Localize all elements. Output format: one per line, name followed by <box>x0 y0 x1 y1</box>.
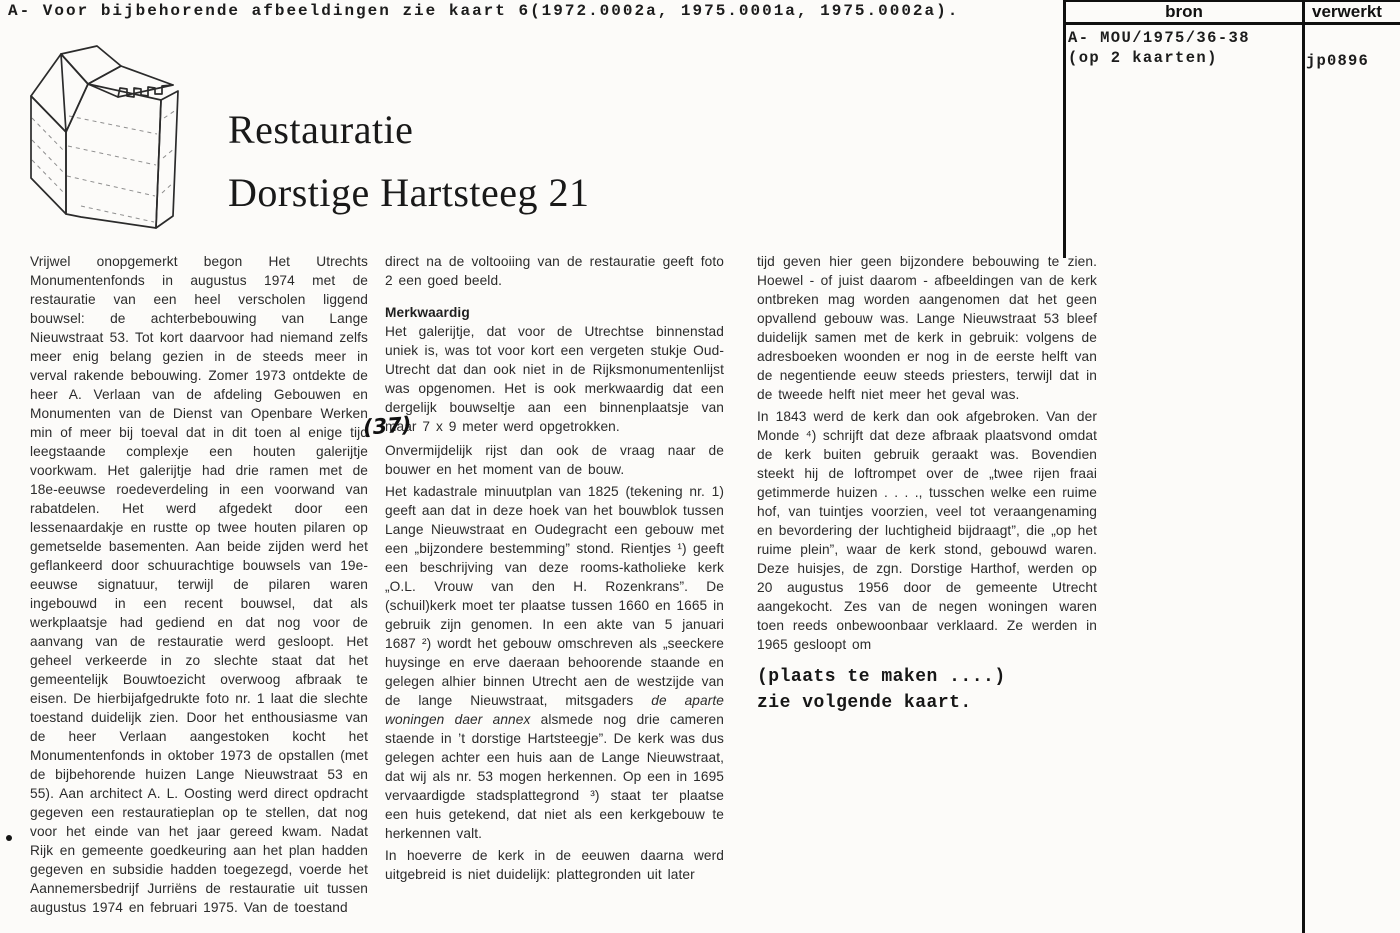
building-drawing <box>18 38 194 238</box>
paragraph-text: alsmede nog drie cameren staende in ’t dorstige Hartsteegje”. De kerk was dus gelegen achter een huis aan de Lange Nieuwstraat, dat wij als nr. 53 mogen herkennen. Op een in 1695 vervaardigde stadsplattegrond ³) staat ter plaatse een huis getekend, dat niet als een kerkgebouw te herkennen valt. <box>385 712 724 841</box>
article-column-3 <box>757 252 1097 716</box>
bron-value-line1: A- MOU/1975/36-38 <box>1068 29 1250 47</box>
article-column-1 <box>30 252 368 920</box>
bron-cell <box>1068 28 1250 68</box>
typed-note-line1: (plaats te maken ....) <box>757 667 1006 687</box>
paragraph: direct na de voltooiing van de restauratie geeft foto 2 een goed beeld. <box>385 254 724 288</box>
paragraph: Vrijwel onopgemerkt begon Het Utrechts Monumentenfonds in augustus 1974 met de restauratie van een heel verscholen liggend bouwsel: de achterbebouwing van Lange Nieuwstraat 53. Tot kort daarvoor had niemand zelfs meer enig belang gezien in de steeds meer in verval rakende bebouwing. Zomer 1973 ontdekte de heer A. Verlaan van de afdeling Gebouwen en Monumenten van de Dienst van Openbare Werken min of meer bij toeval dat in dit toen al enige tijd leegstaande complexje een houten galerijtje voorkwam. Het galerijtje had drie ramen met de 18e-eeuwse roedeverdeling in een voorwand van rabatdelen. Het werd afgedekt door een lessenaardakje en rustte op twee houten pilaren op gemetselde basementen. Aan beide zijden werd het geflankeerd door schuurachtige bouwsels van 19e-eeuwse signatuur, terwijl de pilaren waren ingebouwd in een recent bouwsel, dat als werkplaatsje had gediend en dat nog voor de aanvang van de restauratie werd gesloopt. Het geheel verkeerde in zo slechte staat dat het gemeentelijk Bouwtoezicht overwoog afbraak te eisen. De hierbijafgedrukte foto nr. 1 laat die slechte toestand duidelijk zien. Door het enthousiasme van de heer Verlaan aangestoken kocht het Monumentenfonds in oktober 1973 de opstallen (met de bijbehorende huizen Lange Nieuwstraat 53 en 55). Aan architect A. L. Oosting werd direct opdracht gegeven een restauratieplan op te stellen, dat nog voor het einde van het jaar gereed kwam. Nadat Rijk en gemeente goedkeuring aan het plan hadden gegeven en subsidie hadden toegezegd, voerde het Aannemersbedrijf Jurriëns de restauratie uit tussen augustus 1974 en februari 1975. Van de toestand <box>30 254 368 915</box>
article-column-2 <box>385 252 724 887</box>
title-line-2: Dorstige Hartsteeg 21 <box>228 170 590 215</box>
handwritten-annotation: (37) <box>362 412 413 440</box>
paragraph: Het galerijtje, dat voor de Utrechtse binnenstad uniek is, was tot voor kort een vergeten stukje Oud-Utrecht dat dan ook niet in de Rijksmonumentenlijst was opgenomen. Het is ook merkwaardig dat een dergelijk bouwseltje aan een binnenplaatsje van maar 7 x 9 meter werd opgetrokken. <box>385 324 724 434</box>
table-header-underline <box>1063 22 1400 25</box>
title-line-1: Restauratie <box>228 107 414 152</box>
verwerkt-cell: jp0896 <box>1306 52 1370 70</box>
margin-dot <box>6 835 12 841</box>
paragraph: tijd geven hier geen bijzondere bebouwing te zien. Hoewel - of juist daarom - afbeeldingen van de kerk ontbreken mag worden aangenomen dat het geen opvallend gebouw was. Lange Nieuwstraat 53 bleef duidelijk samen met de kerk in gebruik: volgens de adresboeken woonden er nog in de eerste helft van de negentiende eeuw steeds priesters, terwijl dat in de tweede helft niet meer het geval was. <box>757 254 1097 402</box>
paragraph: In hoeverre de kerk in de eeuwen daarna werd uitgebreid is niet duidelijk: plattegronden uit later <box>385 848 724 882</box>
table-header-bron: bron <box>1165 2 1203 21</box>
italic-quote-fragment: de aparte woningen daer annex <box>385 693 724 727</box>
paragraph: In 1843 werd de kerk dan ook afgebroken. Van der Monde ⁴) schrijft dat deze afbraak plaatsvond omdat de kerk buiten gebruik geraakt was. Bovendien steekt hij de loftrompet over de „twee rijen fraai getimmerde huizen . . . ., tusschen welke een ruime hof, van tuintjes voorzien, veel tot veraangenaming en bevordering der luchtigheid bijdraagt”, die „op het ruime plein”, waar de kerk stond, gebouwd waren. Deze huisjes, de zgn. Dorstige Harthof, werden op 20 augustus 1956 door de gemeente Utrecht aangekocht. Zes van de negen woningen waren toen reeds onbewoonbaar verklaard. Ze werden in 1965 gesloopt om <box>757 409 1097 652</box>
top-reference-note: A- Voor bijbehorende afbeeldingen zie kaart 6(1972.0002a, 1975.0001a, 1975.0002a). <box>8 2 960 20</box>
subheading-merkwaardig: Merkwaardig <box>385 305 470 320</box>
paragraph <box>385 482 724 843</box>
table-header-verwerkt: verwerkt <box>1312 2 1382 21</box>
table-column-separator <box>1302 0 1305 933</box>
paragraph: Onvermijdelijk rijst dan ook de vraag naar de bouwer en het moment van de bouw. <box>385 443 724 477</box>
article-title <box>228 98 590 224</box>
paragraph-text: Het kadastrale minuutplan van 1825 (tekening nr. 1) geeft aan dat in deze hoek van het bouwblok tussen Lange Nieuwstraat en Oudegracht een gebouw met een „bijzondere bestemming” stond. Rientjes ¹) geeft een beschrijving van deze rooms-katholieke kerk „O.L. Vrouw van den H. Rozenkrans”. De (schuil)kerk moet ter plaatse tussen 1660 en 1665 in gebruik zijn genomen. In een akte van 5 januari 1687 ²) wordt het gebouw omschreven als „seeckere huysinge en erve daeraan behoorende staande en gelegen alhier binnen Utrecht aen de westzijde van de lange Nieuwstraat, mitsgaders <box>385 484 724 708</box>
bron-value-line2: (op 2 kaarten) <box>1068 49 1218 67</box>
table-left-border <box>1063 0 1066 258</box>
typed-note-line2: zie volgende kaart. <box>757 693 972 713</box>
